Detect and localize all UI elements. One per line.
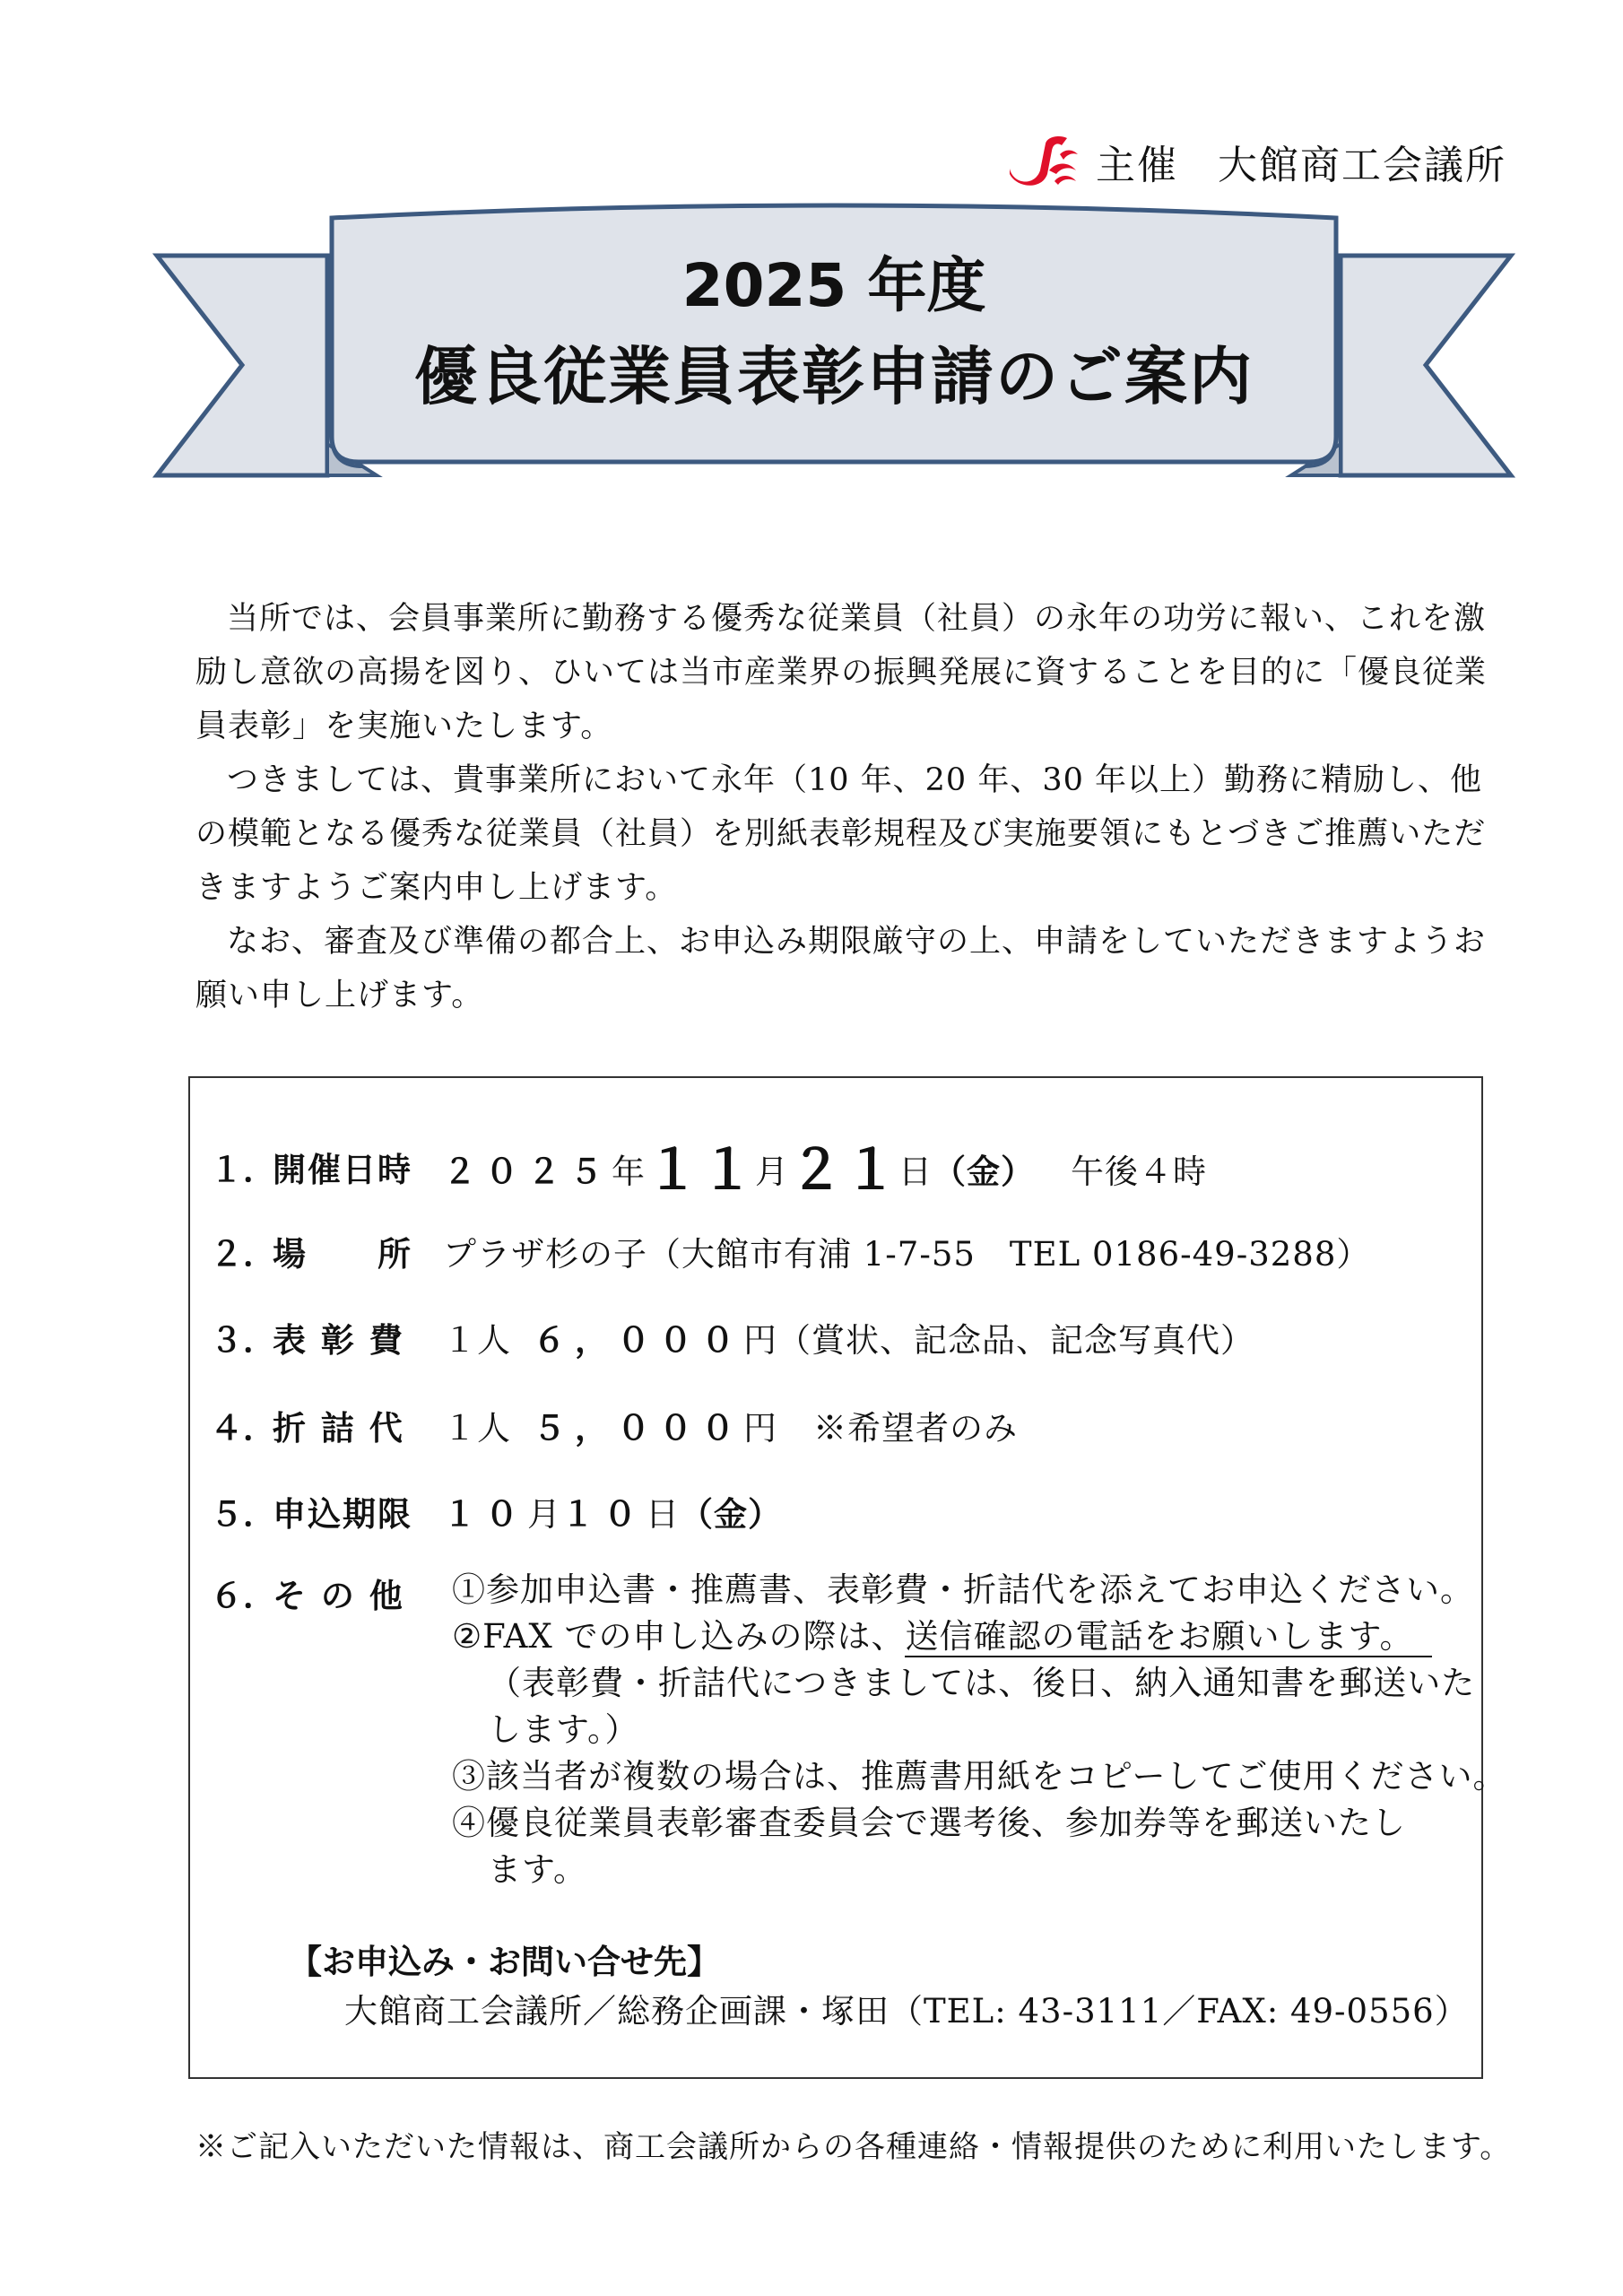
detail-row-fee bbox=[210, 1318, 1254, 1363]
box-lunch-prefix: １人 bbox=[443, 1409, 511, 1448]
item-label: 申込期限 bbox=[273, 1495, 412, 1534]
day-unit: 日 bbox=[898, 1152, 933, 1191]
contact-info: 大館商工会議所／総務企画課・塚田（TEL: 43-3111／FAX: 49-0556） bbox=[344, 1992, 1469, 2031]
event-day: ２１ bbox=[789, 1139, 898, 1202]
item-number: ２． bbox=[210, 1235, 276, 1274]
deadline-weekday: （金） bbox=[680, 1495, 782, 1534]
deadline-month: １０ bbox=[443, 1495, 527, 1534]
organizer-name: 大館商工会議所 bbox=[1218, 143, 1506, 188]
month-unit: 月 bbox=[755, 1152, 789, 1191]
box-lunch-amount: ５，０００ bbox=[533, 1409, 743, 1448]
detail-row-box-lunch bbox=[210, 1406, 1018, 1451]
detail-row-other bbox=[210, 1574, 443, 1619]
event-weekday: （金） bbox=[933, 1152, 1035, 1191]
other-note-subline: します。） bbox=[488, 1710, 639, 1749]
other-note-item bbox=[452, 1613, 1507, 1660]
intro-paragraph: 当所では、会員事業所に勤務する優秀な従業員（社員）の永年の功労に報い、これを激励し意欲の高揚を図り、ひいては当市産業界の振興発展に資することを目的に「優良従業員表彰」を実施いたします。 bbox=[195, 601, 1488, 744]
fax-note-emphasis: 送信確認の電話をお願いします。 bbox=[905, 1617, 1431, 1657]
fee-value bbox=[443, 1318, 1254, 1363]
item-number: ３． bbox=[210, 1321, 276, 1360]
item-number: ５． bbox=[210, 1495, 276, 1534]
event-month: １１ bbox=[646, 1139, 755, 1202]
other-note-item: ①参加申込書・推薦書、表彰費・折詰代を添えてお申込ください。 bbox=[452, 1570, 1474, 1609]
event-date bbox=[443, 1139, 1207, 1202]
intro-paragraph: つきましては、貴事業所において永年（10 年、20 年、30 年以上）勤務に精励し、他の模範となる優秀な従業員（社員）を別紙表彰規程及び実施要領にもとづきご推薦いただきますようご案内申し上げます。 bbox=[195, 762, 1487, 906]
deadline-day: １０ bbox=[561, 1495, 646, 1534]
detail-row-deadline bbox=[210, 1492, 782, 1537]
box-lunch-unit: 円 bbox=[743, 1409, 777, 1448]
detail-row-date bbox=[210, 1139, 1207, 1202]
privacy-footnote: ※ご記入いただいた情報は、商工会議所からの各種連絡・情報提供のために利用いたします。 bbox=[195, 2129, 1512, 2165]
item-label: そ の 他 bbox=[273, 1577, 404, 1615]
title-year: 2025 年度 bbox=[681, 251, 986, 320]
details-box bbox=[188, 1076, 1507, 2079]
fee-unit: 円 bbox=[743, 1321, 777, 1360]
item-label: 場 所 bbox=[273, 1235, 412, 1274]
document-title bbox=[332, 242, 1336, 423]
organizer-text bbox=[1096, 133, 1506, 190]
year-unit: 年 bbox=[612, 1152, 646, 1191]
item-number: ６． bbox=[210, 1577, 276, 1615]
title-ribbon bbox=[152, 202, 1515, 498]
box-lunch-note: ※希望者のみ bbox=[813, 1409, 1018, 1448]
event-year: ２０２５ bbox=[443, 1152, 612, 1191]
other-note-subline: ます。 bbox=[488, 1850, 588, 1889]
deadline-value bbox=[443, 1492, 782, 1537]
item-number: ４． bbox=[210, 1409, 276, 1448]
item-label: 折 詰 代 bbox=[273, 1409, 404, 1448]
fax-note-prefix: ②FAX での申し込みの際は、 bbox=[452, 1617, 906, 1656]
intro-text bbox=[195, 592, 1496, 1022]
fee-prefix: １人 bbox=[443, 1321, 511, 1360]
fee-note: （賞状、記念品、記念写真代） bbox=[777, 1321, 1254, 1360]
other-note-subline: （表彰費・折詰代につきましては、後日、納入通知書を郵送いた bbox=[488, 1664, 1476, 1702]
title-main: 優良従業員表彰申請のご案内 bbox=[414, 340, 1254, 413]
organizer-header bbox=[1004, 133, 1506, 190]
intro-paragraph: なお、審査及び準備の都合上、お申込み期限厳守の上、申請をしていただきますようお願い申し上げます。 bbox=[195, 924, 1487, 1013]
fee-amount: ６，０００ bbox=[533, 1321, 743, 1360]
other-notes-list bbox=[452, 1567, 1507, 1893]
detail-row-venue bbox=[210, 1232, 1370, 1277]
other-note-item: ③該当者が複数の場合は、推薦書用紙をコピーしてご使用ください。 bbox=[452, 1757, 1507, 1796]
other-note-item: ④優良従業員表彰審査委員会で選考後、参加券等を郵送いたし bbox=[452, 1804, 1406, 1842]
box-lunch-value bbox=[443, 1406, 1018, 1451]
item-label: 開催日時 bbox=[273, 1151, 412, 1189]
deadline-month-unit: 月 bbox=[527, 1495, 561, 1534]
chamber-of-commerce-logo-icon bbox=[1004, 135, 1080, 188]
item-label: 表 彰 費 bbox=[273, 1321, 404, 1360]
venue-value: プラザ杉の子（大館市有浦 1-7-55 TEL 0186-49-3288） bbox=[443, 1235, 1371, 1274]
item-number: １． bbox=[210, 1151, 276, 1189]
sponsor-label: 主催 bbox=[1096, 143, 1178, 188]
deadline-day-unit: 日 bbox=[646, 1495, 680, 1534]
contact-heading: 【お申込み・お問い合せ先】 bbox=[289, 1943, 720, 1981]
event-time: 午後４時 bbox=[1071, 1152, 1207, 1191]
